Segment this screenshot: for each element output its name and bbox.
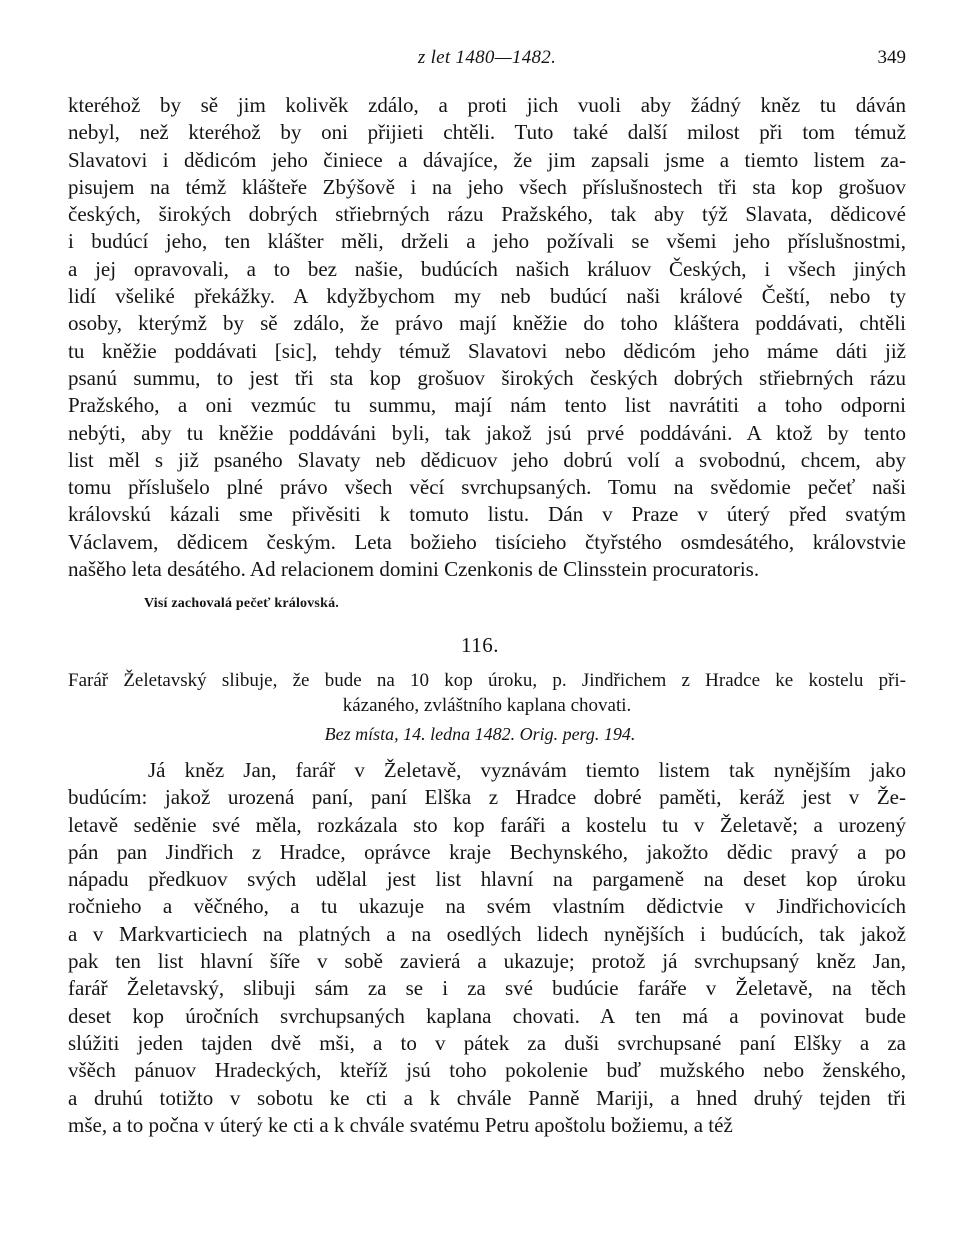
text-line: budúcím: jakož urozená paní, paní Elška z Hradce dobré paměti, keráž jest v Že- bbox=[68, 785, 906, 810]
text-line: deset kop úročních svrchupsaných kaplana chovati. A ten má a povinovat bude bbox=[68, 1003, 906, 1028]
text-line: psanú summu, to jest tři sta kop grošuov širokých českých dobrých střiebrných rázu bbox=[68, 365, 906, 390]
text-line: farář Želetavský, slibuji sám za se i za své budúcie faráře v Želetavě, na těch bbox=[68, 976, 906, 1001]
text-line: nebýti, aby tu kněžie poddáváni byli, tak jakož jsú prvé poddáváni. A ktož by tento bbox=[68, 420, 906, 445]
text-line: pisujem na témž klášteře Zbýšově i na jeho všech příslušnostech tři sta kop grošuov bbox=[68, 174, 906, 199]
summary-line: kázaného, zvláštního kaplana chovati. bbox=[342, 695, 632, 716]
text-line: našěho leta desátého. Ad relacionem domini Czenkonis de Clinsstein procuratoris. bbox=[68, 557, 760, 582]
text-line: a jej opravovali, a to bez našie, budúcích našich králuov Českých, i všech jiných bbox=[68, 256, 906, 281]
text-line: královskú kázali sme přivěsiti k tomuto listu. Dán v Praze v úterý před svatým bbox=[68, 502, 906, 527]
text-line: list měl s již psaného Slavaty neb dědicuov jeho dobrú volí a svobodnú, chcem, aby bbox=[68, 447, 906, 472]
text-line: a druhú totižto v sobotu ke cti a k chvále Panně Mariji, a hned druhý tejden tři bbox=[68, 1085, 906, 1110]
text-line: letavě seděnie své měla, rozkázala sto kop faráři a kostelu tu v Želetavě; a urozený bbox=[68, 812, 906, 837]
running-head: z let 1480—1482. bbox=[417, 47, 557, 68]
text-line: pán pan Jindřich z Hradce, oprávce kraje Bechynského, jakožto dědic pravý a po bbox=[68, 839, 906, 864]
page-header bbox=[68, 47, 906, 73]
text-line: pak ten list hlavní šíře v sobě zavierá a ukazuje; protož já svrchupsaný kněz Jan, bbox=[68, 949, 906, 974]
text-line: všěch pánuov Hradeckých, kteříž jsú toho pokolenie buď mužského nebo ženského, bbox=[68, 1058, 906, 1083]
summary-line: Farář Želetavský slibuje, že bude na 10 kop úroku, p. Jindřichem z Hradce ke kostelu při- bbox=[68, 670, 906, 691]
text-line: ročnieho a věčného, a tu ukazuje na svém vlastním dědictvie v Jindřichovicích bbox=[68, 894, 906, 919]
document-summary bbox=[68, 668, 906, 718]
text-line: osoby, kterýmž by sě zdálo, že právo mají kněžie do toho kláštera poddávati, chtěli bbox=[68, 311, 906, 336]
document-number: 116. bbox=[461, 633, 499, 657]
text-line: Slavatovi i dědicóm jeho činiece a dávajíce, že jim zapsali jsme a tiemto listem za- bbox=[68, 147, 906, 172]
text-line: lidí všeliké překážky. A kdyžbychom my neb budúcí naši králové Čeští, nebo ty bbox=[68, 284, 906, 309]
source-line: Bez místa, 14. ledna 1482. Orig. perg. 194. bbox=[324, 724, 636, 744]
text-line: a v Markvarticiech na platných a na osedlých lidech nynějších i budúcích, tak jakož bbox=[68, 921, 906, 946]
text-line: nápadu předkuov svých udělal jest list hlavní na pargameně na deset kop úroku bbox=[68, 867, 906, 892]
text-line: slúžiti jeden tajden dvě mši, a to v pátek za duši svrchupsané paní Elšky a za bbox=[68, 1030, 906, 1055]
text-line: Václavem, dědicem českým. Leta božieho tisícieho čtyřstého osmdesátého, královstvie bbox=[68, 529, 906, 554]
seal-note: Visí zachovalá pečeť královská. bbox=[144, 596, 339, 611]
text-line: kteréhož by sě jim kolivěk zdálo, a proti jich vuoli aby žádný kněz tu dáván bbox=[68, 93, 906, 117]
text-line: tu kněžie poddávati [sic], tehdy témuž Slavatovi nebo dědicóm jeho máme dáti již bbox=[68, 338, 906, 363]
paragraph-charter-end bbox=[68, 92, 906, 583]
text-line: tomu příslušelo plné právo všech věcí svrchupsaných. Tomu na svědomie pečeť naši bbox=[68, 475, 906, 500]
text-line: nebyl, než kteréhož by oni přijieti chtěli. Tuto také další milost při tom témuž bbox=[68, 120, 906, 145]
text-line: českých, širokých dobrých střiebrných rázu Pražského, tak aby týž Slavata, dědicové bbox=[68, 202, 906, 227]
text-line: Pražského, a oni vezmúc tu summu, mají nám tento list navrátiti a toho odporni bbox=[68, 393, 906, 418]
text-line: mše, a to počna v úterý ke cti a k chvále svatému Petru apoštolu božiemu, a též bbox=[68, 1112, 733, 1137]
text-line: i budúcí jeho, ten klášter měli, drželi a jeho požívali se všemi jeho příslušnostmi, bbox=[68, 229, 906, 254]
text-line: Já kněz Jan, farář v Želetavě, vyznávám tiemto listem tak nynějším jako bbox=[148, 758, 906, 782]
paragraph-charter-text bbox=[68, 757, 906, 1139]
page-number: 349 bbox=[877, 47, 906, 68]
